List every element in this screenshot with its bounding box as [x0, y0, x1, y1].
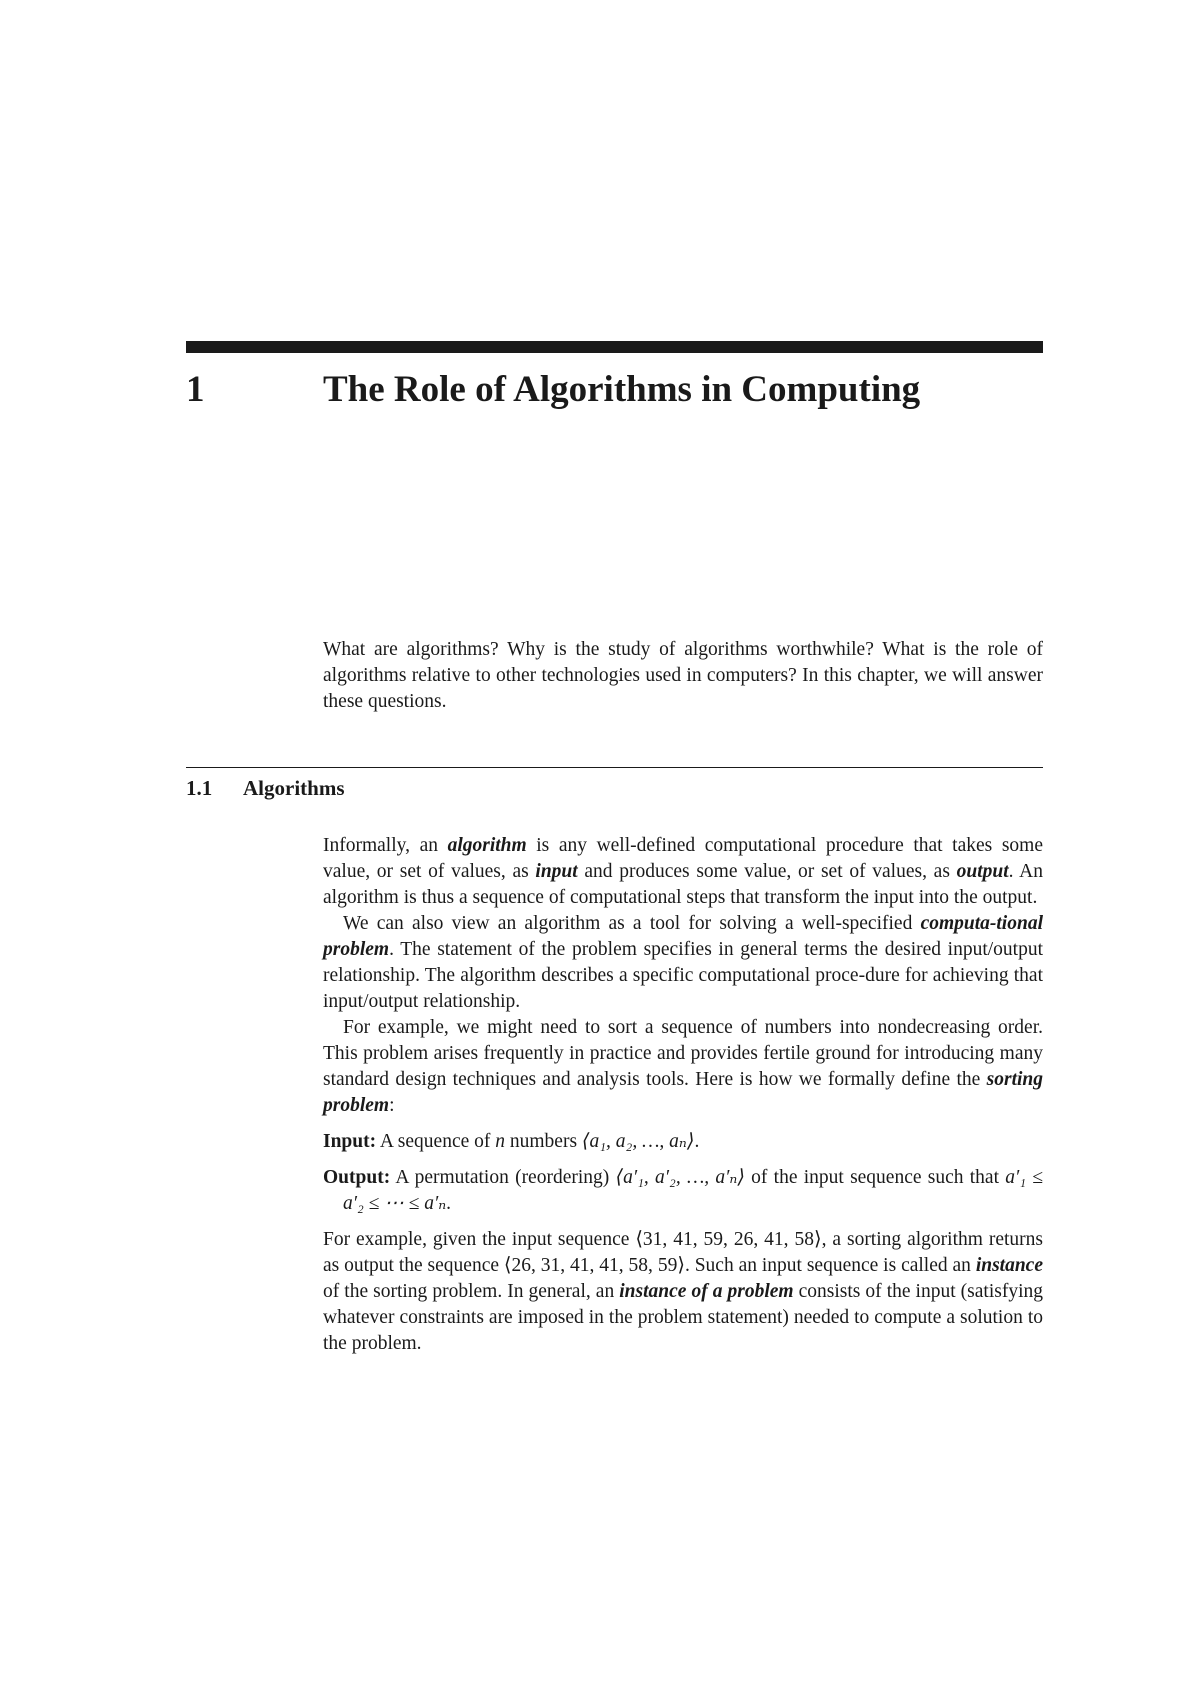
definition-output-label: Output: — [323, 1167, 391, 1188]
math-n: n — [495, 1131, 506, 1152]
term-computational-problem: computa-tional problem — [323, 913, 1043, 960]
text-run: We can also view an algorithm as a tool for solving a well-specified — [343, 913, 921, 934]
section-rule — [186, 767, 1043, 768]
math-example-input: ⟨31, 41, 59, 26, 41, 58⟩ — [635, 1229, 822, 1250]
definition-output — [323, 1165, 1043, 1217]
text-run: . An algorithm is thus a sequence of computational steps that transform the input into the output. — [323, 861, 1043, 908]
paragraph-instance — [323, 1227, 1043, 1357]
chapter-rule — [186, 341, 1043, 353]
text-run: A permutation (reordering) — [390, 1167, 616, 1188]
text-run: . Such an input sequence is called an — [684, 1255, 976, 1276]
text-run: . — [694, 1131, 700, 1152]
text-run: A sequence of — [376, 1131, 496, 1152]
section-body — [323, 833, 1043, 1357]
text-run: For example, given the input sequence — [323, 1229, 636, 1250]
section-title: Algorithms — [243, 776, 345, 800]
paragraph-computational-problem — [323, 911, 1043, 1015]
text-run: of the sorting problem. In general, an — [323, 1281, 620, 1302]
term-algorithm: algorithm — [447, 835, 527, 856]
math-input-sequence: ⟨a₁, a₂, …, aₙ⟩ — [581, 1131, 695, 1152]
text-run: . — [446, 1193, 451, 1214]
term-output: output — [956, 861, 1009, 882]
text-run: Informally, an — [323, 835, 448, 856]
math-example-output: ⟨26, 31, 41, 41, 58, 59⟩ — [503, 1255, 685, 1276]
text-run: of the input sequence such that — [744, 1167, 1006, 1188]
math-output-sequence: ⟨a′₁, a′₂, …, a′ₙ⟩ — [615, 1167, 745, 1188]
paragraph-algorithm-definition — [323, 833, 1043, 911]
math-ordering-inequality: a′₁ ≤ a′₂ ≤ ⋯ ≤ a′ₙ — [343, 1167, 1043, 1214]
text-run: , a sorting algorithm returns as output the sequence — [323, 1229, 1043, 1276]
text-run: For example, we might need to sort a sequence of numbers into nondecreasing order. This problem arises frequently in practice and provides fertile ground for introducing many standard design techniques and analysis tools. Here is how we formally define the — [323, 1017, 1043, 1090]
definition-input-label: Input: — [323, 1131, 377, 1152]
text-run: . The statement of the problem specifies in general terms the desired input/output relationship. The algorithm describes a specific computational proce-dure for achieving that input/output relationship. — [323, 939, 1043, 1012]
text-run: : — [389, 1095, 395, 1116]
paragraph-sorting-example — [323, 1015, 1043, 1119]
text-run: numbers — [505, 1131, 582, 1152]
chapter-intro — [323, 637, 1043, 715]
section-number: 1.1 — [186, 776, 213, 800]
chapter-number: 1 — [186, 369, 205, 410]
term-sorting-problem: sorting problem — [323, 1069, 1043, 1116]
text-run: consists of the input (satisfying whatever constraints are imposed in the problem statement) needed to compute a solution to the problem. — [323, 1281, 1043, 1354]
definition-input — [323, 1129, 1043, 1155]
text-run: and produces some value, or set of values, as — [577, 861, 957, 882]
chapter-title: The Role of Algorithms in Computing — [323, 369, 921, 410]
term-instance-of-a-problem: instance of a problem — [619, 1281, 794, 1302]
intro-paragraph: What are algorithms? Why is the study of algorithms worthwhile? What is the role of algorithms relative to other technologies used in computers? In this chapter, we will answer these questions. — [323, 639, 1043, 712]
term-input: input — [535, 861, 578, 882]
text-run: is any well-defined computational procedure that takes some value, or set of values, as — [323, 835, 1043, 882]
section-heading — [186, 773, 345, 803]
term-instance: instance — [975, 1255, 1043, 1276]
